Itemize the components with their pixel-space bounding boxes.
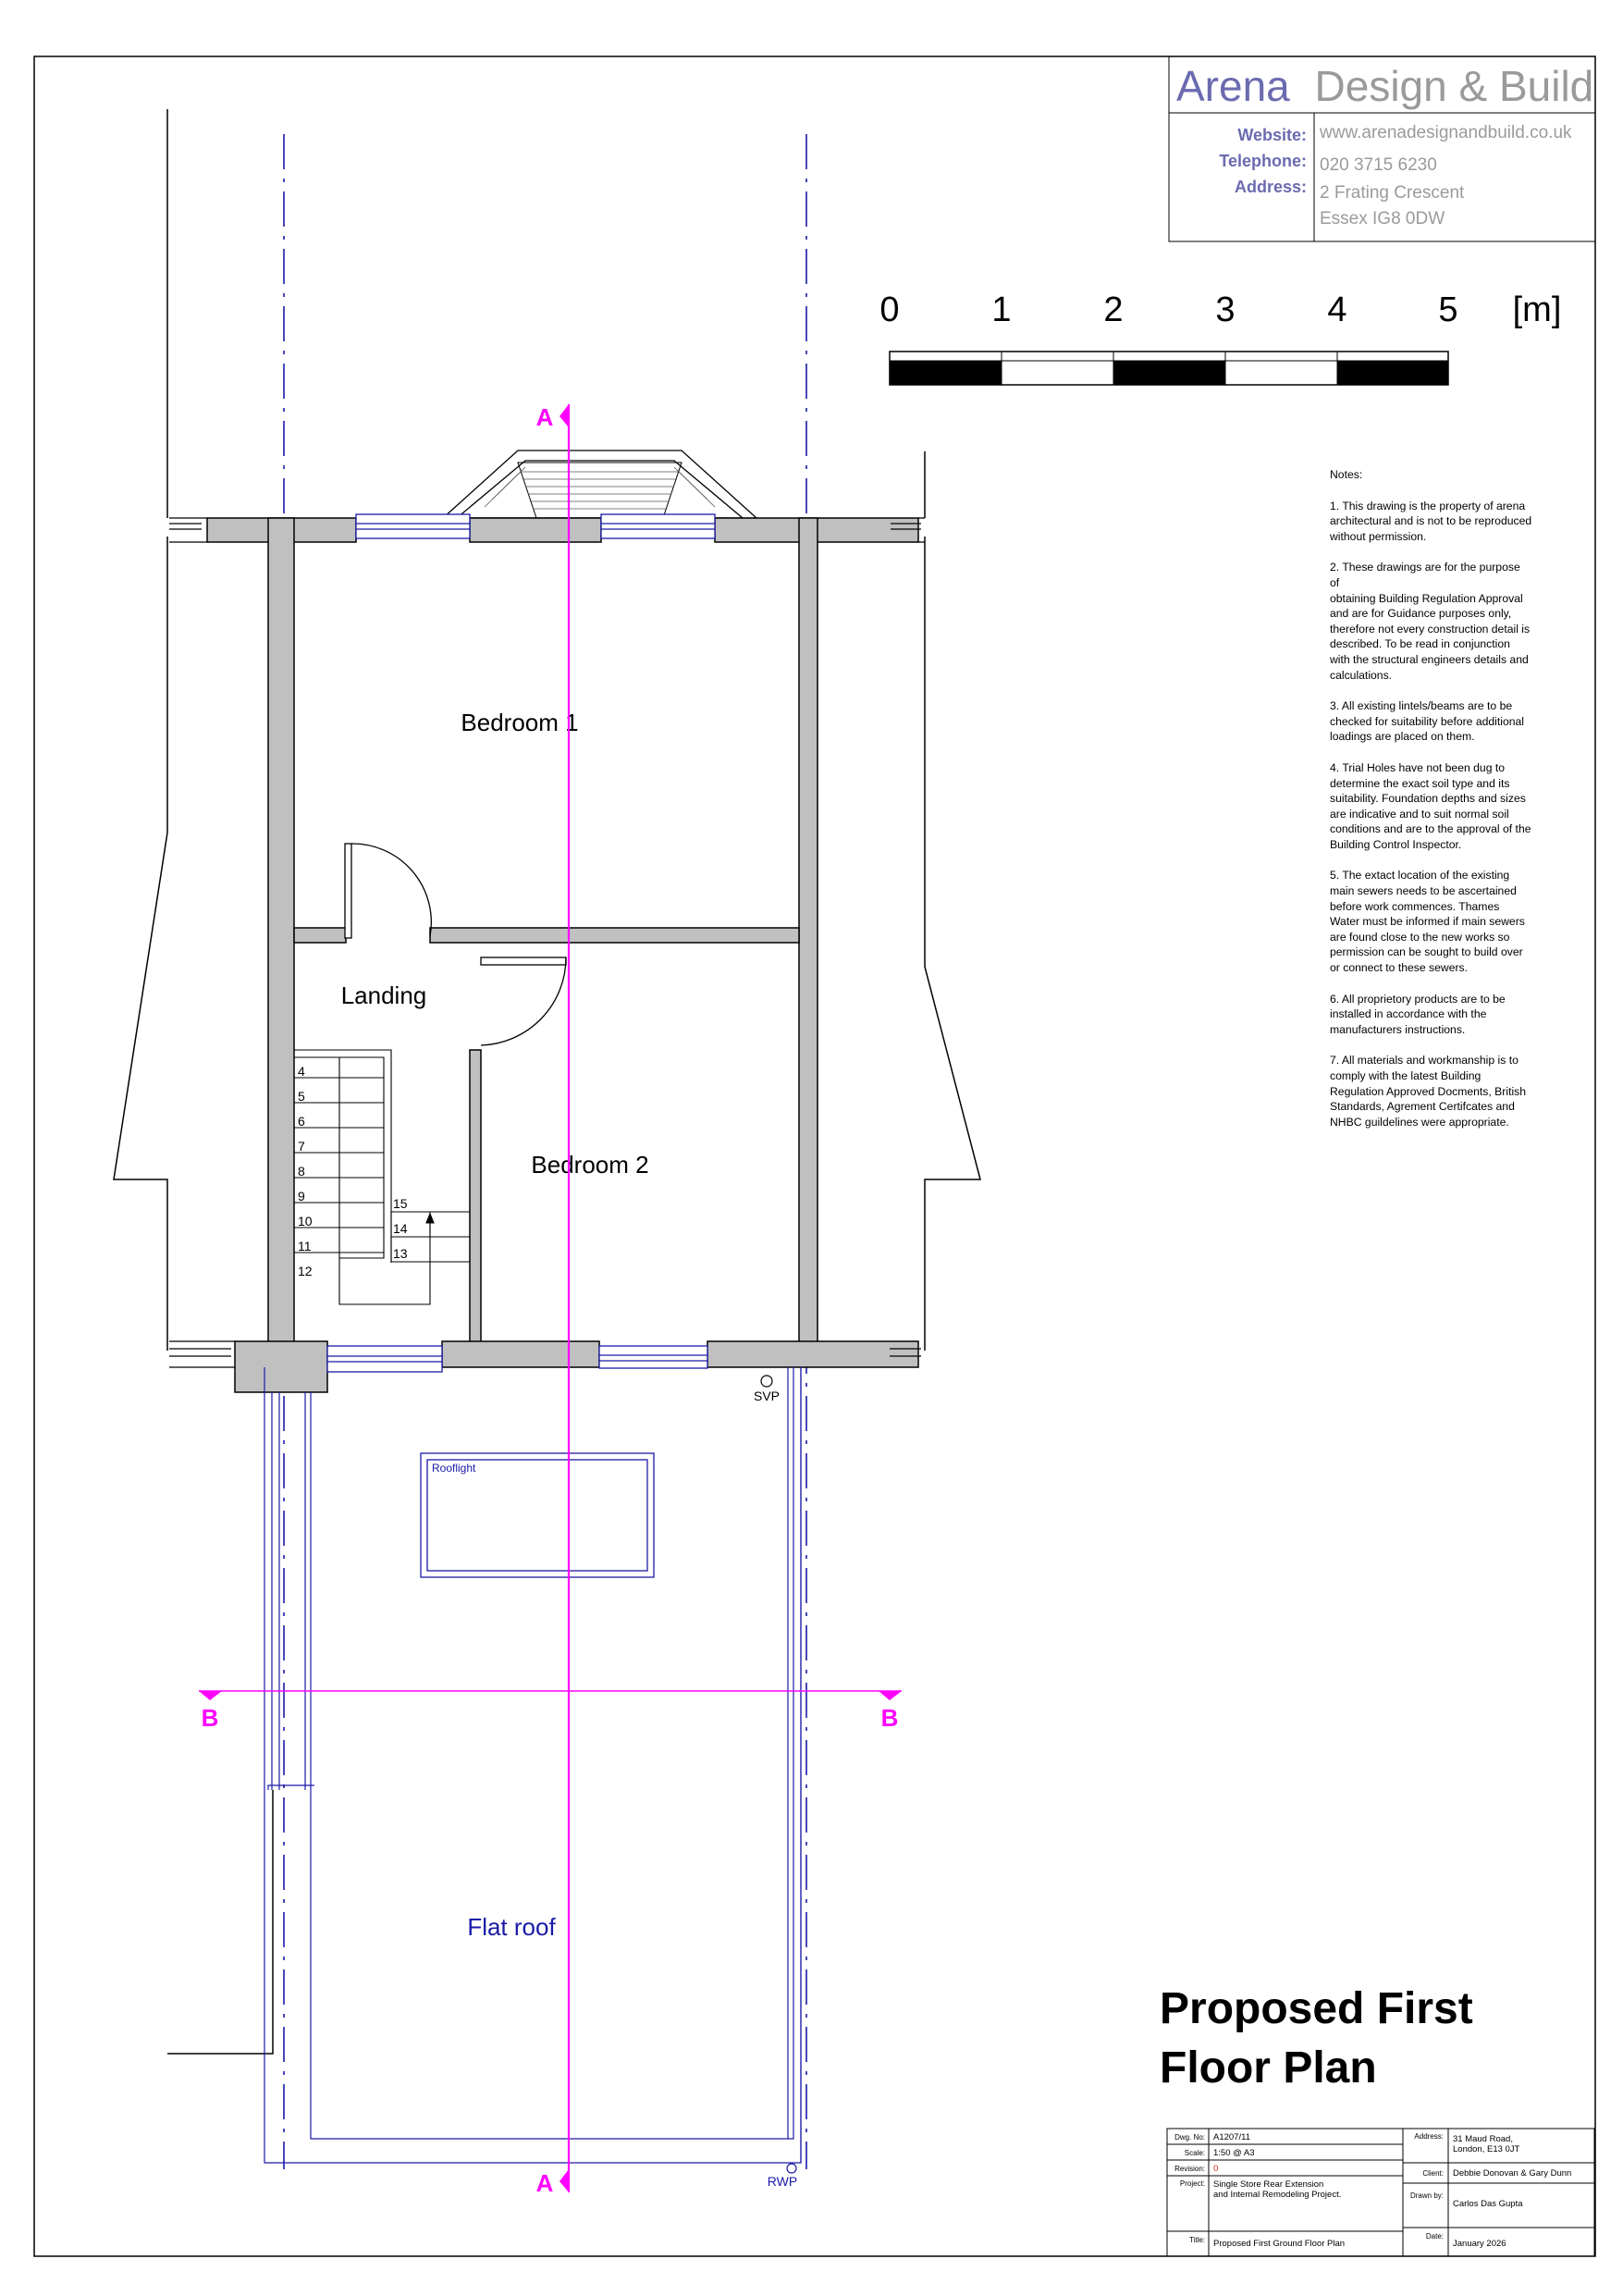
- scale-tick-1: 1: [991, 290, 1012, 329]
- stair-step-5: 5: [298, 1089, 305, 1104]
- door-bedroom1-leaf: [345, 844, 351, 938]
- room-label-flat-roof: Flat roof: [467, 1913, 556, 1941]
- note-item: 7. All materials and workmanship is to comply with the latest Building Regulation Approved Docments, British Standards, Agrement Certifcates and NHBC guildelines were appropriate.: [1330, 1054, 1527, 1129]
- drawn-by-label: Drawn by:: [1409, 2191, 1444, 2200]
- telephone-label: Telephone:: [1219, 152, 1307, 170]
- website-value: www.arenadesignandbuild.co.uk: [1320, 123, 1572, 142]
- stair-step-9: 9: [298, 1189, 305, 1204]
- scale-tick-5: 5: [1438, 290, 1458, 329]
- stair-step-12: 12: [298, 1264, 313, 1278]
- note-item: 5. The extact location of the existing main sewers needs to be ascertained before work commences. Thames Water must be informed if main sewers are found close to the new works so permission can be sought to build over or connect to these sewers.: [1330, 869, 1525, 975]
- scale-tick-4: 4: [1327, 290, 1347, 329]
- address-tb-label: Address:: [1414, 2132, 1444, 2141]
- rwp-pipe: [768, 2164, 797, 2189]
- window-rear-left: [327, 1346, 442, 1372]
- section-a-top-label: A: [535, 403, 554, 431]
- stair-step-6: 6: [298, 1114, 305, 1129]
- door-bedroom2-swing: [481, 957, 566, 1045]
- svp-label: SVP: [753, 1389, 781, 1403]
- scale-tick-3: 3: [1215, 290, 1236, 329]
- telephone-value: 020 3715 6230: [1320, 155, 1437, 175]
- date-value: January 2026: [1453, 2239, 1506, 2249]
- window-front-right: [601, 514, 715, 538]
- general-notes: [1330, 467, 1580, 1145]
- walls: [207, 518, 918, 1392]
- address-line1: 2 Frating Crescent: [1320, 183, 1465, 203]
- project-label: Project:: [1179, 2179, 1205, 2188]
- section-a-bottom-label: A: [535, 2169, 554, 2197]
- address-label: Address:: [1234, 178, 1307, 196]
- drawing-heading-line2: Floor Plan: [1160, 2043, 1377, 2092]
- date-label: Date:: [1425, 2232, 1444, 2240]
- door-bedroom2-leaf: [481, 957, 566, 965]
- stair-step-13: 13: [393, 1246, 408, 1261]
- neighbour-boundaries: [114, 109, 980, 2054]
- company-name-design-build: Design & Build: [1314, 62, 1594, 110]
- window-rear-right: [599, 1346, 707, 1368]
- stair-step-8: 8: [298, 1164, 305, 1179]
- client-value: Debbie Donovan & Gary Dunn: [1453, 2168, 1572, 2179]
- note-item: 2. These drawings are for the purpose of obtaining Building Regulation Approval and are for Guidance purposes only, therefore not every construction detail is described. To be read in conjunction with the structural engineers details and calculations.: [1330, 561, 1531, 682]
- bay-window: [443, 451, 756, 518]
- revision-label: Revision:: [1174, 2165, 1205, 2173]
- company-name-arena: Arena: [1176, 62, 1290, 110]
- address-line2: Essex IG8 0DW: [1320, 209, 1445, 228]
- scale-value: 1:50 @ A3: [1213, 2148, 1255, 2158]
- address-tb-line2: London, E13 0JT: [1453, 2144, 1520, 2154]
- rooflight: [421, 1453, 654, 1577]
- scale-bar: [879, 290, 1561, 385]
- stair-step-7: 7: [298, 1139, 305, 1154]
- scale-tick-0: 0: [879, 290, 900, 329]
- section-b-line: [199, 1691, 902, 1732]
- room-label-bedroom1: Bedroom 1: [461, 709, 579, 736]
- title-value: Proposed First Ground Floor Plan: [1213, 2239, 1346, 2249]
- title-label: Title:: [1188, 2236, 1205, 2244]
- door-bedroom1-swing: [351, 844, 431, 936]
- stair-step-10: 10: [298, 1214, 313, 1228]
- company-header: [1169, 56, 1595, 241]
- drawing-heading: [1160, 1980, 1473, 2098]
- stair-step-4: 4: [298, 1064, 305, 1079]
- drawn-by-value: Carlos Das Gupta: [1453, 2199, 1523, 2209]
- stair-step-15: 15: [393, 1196, 408, 1211]
- room-label-bedroom2: Bedroom 2: [531, 1151, 649, 1179]
- stair-step-11: 11: [298, 1239, 312, 1253]
- note-item: 1. This drawing is the property of arena architectural and is not to be reproduced without permission.: [1330, 499, 1532, 543]
- project-line2: and Internal Remodeling Project.: [1213, 2190, 1342, 2200]
- room-label-landing: Landing: [340, 981, 427, 1009]
- address-tb-line1: 31 Maud Road,: [1453, 2134, 1513, 2144]
- scale-tick-2: 2: [1103, 290, 1124, 329]
- stair-step-14: 14: [393, 1221, 408, 1236]
- note-item: 4. Trial Holes have not been dug to determine the exact soil type and its suitability. Foundation depths and sizes are indicative and to suit normal soil conditions and are to the approval of the Building Control Inspector.: [1330, 760, 1531, 851]
- scale-unit: [m]: [1512, 290, 1562, 329]
- window-front-left: [356, 514, 470, 538]
- drawing-heading-line1: Proposed First: [1160, 1984, 1473, 2033]
- scale-label: Scale:: [1184, 2149, 1205, 2157]
- website-label: Website:: [1237, 126, 1307, 144]
- client-label: Client:: [1422, 2169, 1444, 2178]
- project-line1: Single Store Rear Extension: [1213, 2179, 1324, 2190]
- doors: [345, 844, 566, 1045]
- dwg-no-label: Dwg. No:: [1174, 2133, 1205, 2142]
- rwp-label: RWP: [767, 2174, 798, 2189]
- note-item: 3. All existing lintels/beams are to be checked for suitability before additional loadings are placed on them.: [1330, 699, 1525, 744]
- staircase: [294, 1050, 470, 1304]
- svg-text:Arena Design & Build: [1176, 62, 1593, 110]
- rear-extension-outline: [264, 1367, 801, 2163]
- rooflight-label: Rooflight: [432, 1462, 476, 1475]
- note-item: 6. All proprietory products are to be installed in accordance with the manufacturers instructions.: [1330, 992, 1506, 1036]
- dwg-no-value: A1207/11: [1213, 2132, 1250, 2142]
- section-b-right-label: B: [880, 1704, 899, 1732]
- svp-pipe: [754, 1376, 780, 1403]
- notes-title: Notes:: [1330, 468, 1363, 481]
- revision-value: 0: [1213, 2164, 1219, 2174]
- section-b-left-label: B: [201, 1704, 219, 1732]
